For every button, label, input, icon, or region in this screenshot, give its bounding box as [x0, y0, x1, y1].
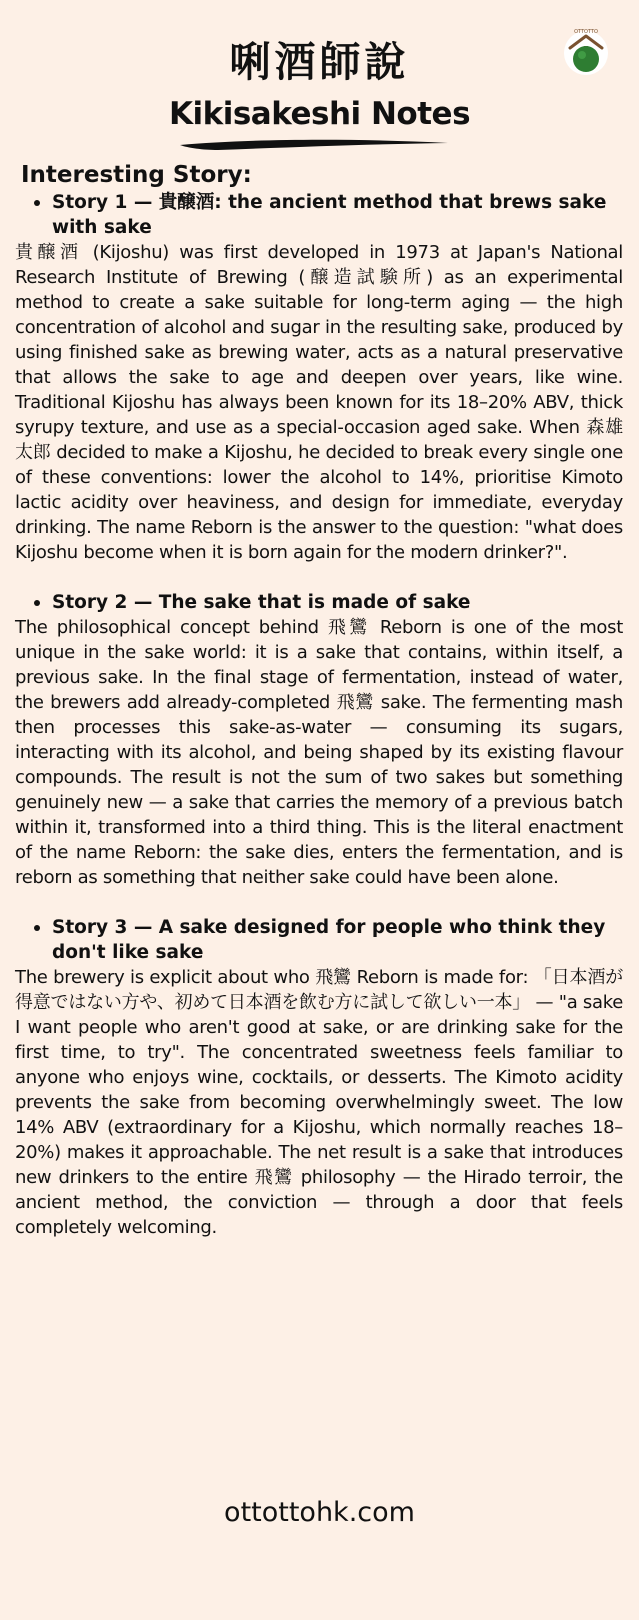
website-url: ottottohk.com [224, 1497, 415, 1528]
story-1-body: 貴醸酒 (Kijoshu) was first developed in 1973 at Japan's National Research Institute of Brewing (醸造試験所) as an experimental method to create a sake suitable for long-term aging — the high concentration of alcohol and sugar in the resulting sake, produced by using finished sake as brewing water, acts as a natural preservative that allows the sake to age and deepen over years, like wine. Traditional Kijoshu has always been known for its 18–20% ABV, thick syrupy texture, and use as a special-occasion aged sake. When 森雄太郎 decided to make a Kijoshu, he decided to break every single one of these conventions: lower the alcohol to 14%, prioritise Kimoto lactic acidity over heaviness, and design for immediate, everyday drinking. The name Reborn is the answer to the question: "what does Kijoshu become when it is born again for the modern drinker?". [15, 242, 623, 563]
story-1 [15, 190, 623, 565]
story-3-body: The brewery is explicit about who 飛鸞 Reborn is made for: 「日本酒が得意ではない方や、初めて日本酒を飲む方に試して欲しい一本」 — "a sake I want people who aren't good at sake, or are drinking sake for the first time, to try". The concentrated sweetness feels familiar to anyone who enjoys wine, cocktails, or desserts. The Kimoto acidity prevents the sake from becoming overwhelmingly sweet. The low 14% ABV (extraordinary for a Kijoshu, which normally reaches 18–20%) makes it approachable. The net result is a sake that introduces new drinkers to the entire 飛鸞 philosophy — the Hirado terroir, the ancient method, the conviction — through a door that feels completely welcoming. [15, 967, 623, 1238]
page-title-japanese: 唎酒師說 [229, 38, 410, 86]
story-2 [15, 590, 623, 890]
section-heading: Interesting Story: [21, 162, 252, 188]
story-3 [15, 915, 623, 1240]
story-2-body: The philosophical concept behind 飛鸞 Reborn is one of the most unique in the sake world: it is a sake that contains, within itself, a previous sake. In the final stage of fermentation, instead of water, the brewers add already-completed 飛鸞 sake. The fermenting mash then processes this sake-as-water — consuming its sugars, interacting with its alcohol, and being shaped by its existing flavour compounds. The result is not the sum of two sakes but something genuinely new — a sake that carries the memory of a previous batch within it, transformed into a third thing. This is the literal enactment of the name Reborn: the sake dies, enters the fermentation, and is reborn as something that neither sake could have been alone. [15, 617, 623, 888]
story-list [15, 190, 623, 1240]
brush-underline [178, 136, 450, 156]
story-2-title: Story 2 — The sake that is made of sake [15, 590, 623, 615]
page-title-english: Kikisakeshi Notes [168, 96, 471, 132]
story-1-title: Story 1 — 貴醸酒: the ancient method that brews sake with sake [15, 190, 623, 240]
main-content [15, 160, 623, 1265]
story-3-title: Story 3 — A sake designed for people who think they don't like sake [15, 915, 623, 965]
logo-text: OTTOTTO [574, 29, 598, 35]
